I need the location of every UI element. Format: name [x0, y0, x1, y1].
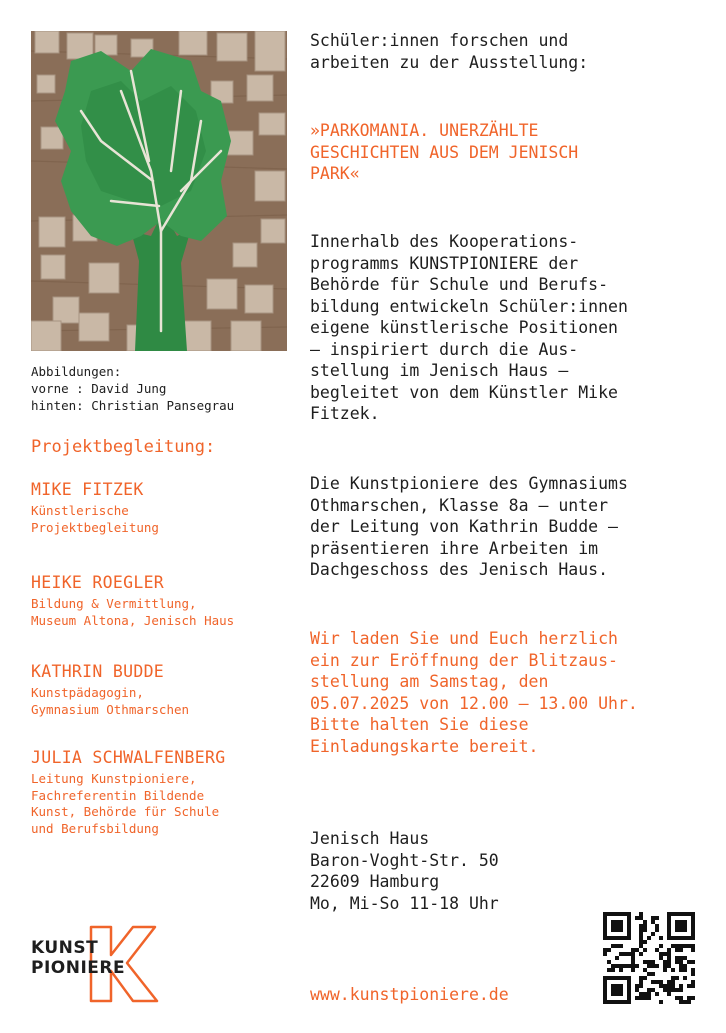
person-mike-fitzek: [31, 480, 293, 536]
exhibition-title: »PARKOMANIA. UNERZÄHLTE GESCHICHTEN AUS DEM JENISCH PARK«: [310, 121, 579, 183]
person-name: KATHRIN BUDDE: [31, 662, 165, 681]
address-block: Jenisch Haus Baron-Voght-Str. 50 22609 Hamburg Mo, Mi-So 11-18 Uhr: [310, 829, 499, 913]
logo-line2: PIONIERE: [31, 958, 126, 978]
person-heike-roegler: [31, 573, 293, 629]
person-name: HEIKE ROEGLER: [31, 573, 165, 592]
credits-label: Abbildungen:: [31, 364, 122, 379]
person-kathrin-budde: [31, 662, 293, 718]
person-julia-schwalfenberg: [31, 748, 293, 837]
person-role: Leitung Kunstpioniere, Fachreferentin Bildende Kunst, Behörde für Schule und Berufsbildung: [31, 771, 220, 836]
credits-front: vorne : David Jung: [31, 381, 167, 396]
qr-code-icon[interactable]: [603, 912, 695, 1004]
artwork-image: [31, 31, 287, 351]
logo-line1: KUNST: [31, 938, 99, 958]
person-role: Künstlerische Projektbegleitung: [31, 503, 159, 535]
image-credits: [31, 363, 234, 414]
invitation-paragraph: Wir laden Sie und Euch herzlich ein zur Eröffnung der Blitzaus- stellung am Samstag, den 05.07.2025 von 12.00 – 13.00 Uhr. Bitte halten Sie diese Einladungskarte bereit.: [310, 629, 638, 756]
project-heading: Projektbegleitung:: [31, 437, 216, 457]
person-name: MIKE FITZEK: [31, 480, 144, 499]
class-paragraph: Die Kunstpioniere des Gymnasiums Othmarschen, Klasse 8a – unter der Leitung von Kathrin Budde – präsentieren ihre Arbeiten im Dachgeschoss des Jenisch Haus.: [310, 474, 628, 579]
credits-back: hinten: Christian Pansegrau: [31, 398, 235, 413]
program-paragraph: Innerhalb des Kooperations- programms KUNSTPIONIERE der Behörde für Schule und Berufs- bildung entwickeln Schüler:innen eigene künstlerische Positionen – inspiriert durch die Aus- stellung im Jenisch Haus – begleitet von dem Künstler Mike Fitzek.: [310, 232, 628, 423]
person-name: JULIA SCHWALFENBERG: [31, 748, 226, 767]
website-link[interactable]: www.kunstpioniere.de: [310, 985, 509, 1004]
kunstpioniere-logo: [29, 925, 161, 1003]
person-role: Bildung & Vermittlung, Museum Altona, Jenisch Haus: [31, 596, 235, 628]
person-role: Kunstpädagogin, Gymnasium Othmarschen: [31, 685, 190, 717]
intro-text: Schüler:innen forschen und arbeiten zu der Ausstellung:: [310, 31, 589, 72]
